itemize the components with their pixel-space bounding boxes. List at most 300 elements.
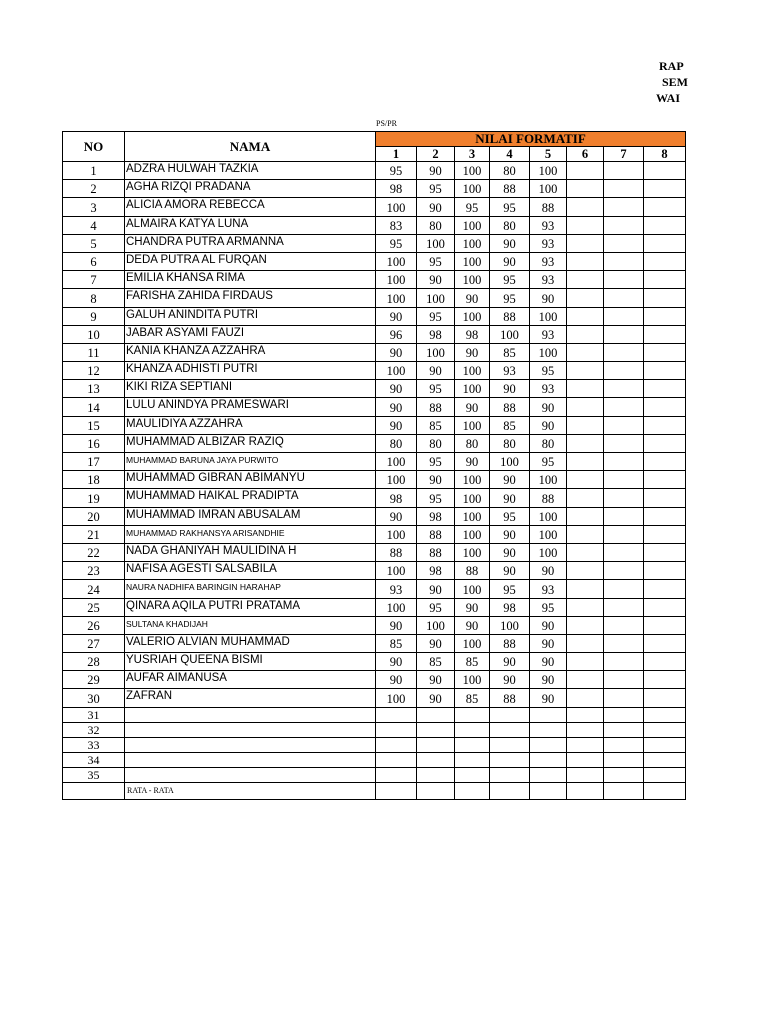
score-cell: 100 [417,289,455,307]
score-cell [567,252,604,270]
score-cell [604,616,644,634]
score-cell: 95 [490,580,530,598]
score-cell [644,380,686,398]
score-cell: 90 [417,162,455,180]
score-cell [604,289,644,307]
score-cell: 93 [530,580,567,598]
header-column-3: 3 [455,147,490,162]
score-cell: 95 [417,489,455,507]
score-cell [567,507,604,525]
student-name: EMILIA KHANSA RIMA [125,271,376,289]
score-cell [604,398,644,416]
score-cell: 93 [530,234,567,252]
empty-cell [125,707,376,722]
empty-cell [125,737,376,752]
row-number: 11 [63,343,125,361]
empty-cell [455,722,490,737]
score-cell: 100 [376,562,417,580]
student-name: MUHAMMAD ALBIZAR RAZIQ [125,434,376,452]
score-cell [567,634,604,652]
row-number: 9 [63,307,125,325]
score-cell [644,434,686,452]
score-cell: 100 [455,671,490,689]
score-cell: 88 [490,398,530,416]
score-cell [604,580,644,598]
table-row [63,271,686,289]
score-cell: 100 [490,453,530,471]
row-number: 8 [63,289,125,307]
table-row [63,325,686,343]
row-number: 19 [63,489,125,507]
score-cell: 85 [490,343,530,361]
score-cell [567,598,604,616]
score-cell: 95 [417,307,455,325]
score-cell: 93 [530,252,567,270]
header-column-5: 5 [530,147,567,162]
student-name: QINARA AQILA PUTRI PRATAMA [125,598,376,616]
row-number: 7 [63,271,125,289]
score-cell: 80 [490,434,530,452]
empty-cell [567,752,604,767]
score-cell: 100 [455,271,490,289]
average-cell [490,782,530,799]
score-cell [604,653,644,671]
empty-cell [567,722,604,737]
score-cell: 90 [530,653,567,671]
score-cell [604,362,644,380]
score-cell: 90 [455,343,490,361]
table-row-empty [63,767,686,782]
score-cell [567,471,604,489]
row-number: 20 [63,507,125,525]
empty-cell [530,767,567,782]
score-cell: 85 [455,653,490,671]
score-cell: 90 [490,671,530,689]
score-cell: 95 [417,180,455,198]
row-number: 30 [63,689,125,707]
score-cell [567,180,604,198]
score-cell: 95 [455,198,490,216]
score-cell [644,471,686,489]
empty-cell [376,722,417,737]
row-number: 1 [63,162,125,180]
table-row [63,234,686,252]
row-number: 10 [63,325,125,343]
header-column-7: 7 [604,147,644,162]
average-cell [530,782,567,799]
score-cell: 100 [530,471,567,489]
score-cell [604,689,644,707]
row-number: 21 [63,525,125,543]
score-cell: 88 [530,489,567,507]
student-name: SULTANA KHADIJAH [125,616,376,634]
score-cell: 90 [530,616,567,634]
score-cell [644,598,686,616]
score-cell: 88 [490,180,530,198]
table-row [63,343,686,361]
score-cell: 100 [376,252,417,270]
header-nama: NAMA [125,132,376,162]
empty-cell [530,707,567,722]
score-cell: 100 [417,234,455,252]
score-cell [567,489,604,507]
score-cell [604,271,644,289]
score-cell: 90 [490,471,530,489]
empty-cell [604,767,644,782]
table-row [63,453,686,471]
student-name: JABAR ASYAMI FAUZI [125,325,376,343]
average-label: RATA - RATA [125,782,376,799]
score-cell: 90 [530,416,567,434]
student-name: ZAFRAN [125,689,376,707]
score-cell: 90 [376,671,417,689]
score-cell: 90 [455,289,490,307]
score-cell [567,216,604,234]
score-cell [567,271,604,289]
score-cell [567,653,604,671]
score-cell: 80 [455,434,490,452]
score-cell [567,162,604,180]
score-cell [644,252,686,270]
score-cell: 98 [455,325,490,343]
score-cell [604,453,644,471]
student-name: CHANDRA PUTRA ARMANNA [125,234,376,252]
score-cell [604,162,644,180]
table-row [63,598,686,616]
score-cell: 100 [455,234,490,252]
score-cell: 100 [490,325,530,343]
score-cell [567,198,604,216]
score-cell: 90 [490,562,530,580]
score-cell: 93 [376,580,417,598]
score-cell [644,489,686,507]
score-cell: 90 [490,234,530,252]
student-name: NADA GHANIYAH MAULIDINA H [125,543,376,561]
table-row [63,525,686,543]
score-cell: 100 [376,453,417,471]
score-cell: 90 [490,380,530,398]
score-cell: 90 [490,489,530,507]
report-title-line1: RAP [659,59,684,73]
score-cell: 90 [376,616,417,634]
table-row [63,507,686,525]
score-cell [644,362,686,380]
score-cell: 90 [417,471,455,489]
score-cell [644,580,686,598]
row-number: 29 [63,671,125,689]
score-cell [567,525,604,543]
score-cell: 90 [530,562,567,580]
average-cell [604,782,644,799]
empty-cell [644,722,686,737]
header-column-1: 1 [376,147,417,162]
score-cell: 90 [376,416,417,434]
score-cell [567,343,604,361]
score-cell [604,543,644,561]
score-cell [644,398,686,416]
student-name: AUFAR AIMANUSA [125,671,376,689]
empty-cell [376,767,417,782]
score-cell: 90 [417,580,455,598]
header-column-8: 8 [644,147,686,162]
score-cell: 80 [530,434,567,452]
score-cell: 93 [530,216,567,234]
empty-cell [604,722,644,737]
score-cell: 93 [530,380,567,398]
score-cell [644,562,686,580]
score-cell: 90 [455,453,490,471]
row-number: 26 [63,616,125,634]
score-cell: 88 [417,543,455,561]
score-cell [567,616,604,634]
student-name: DEDA PUTRA AL FURQAN [125,252,376,270]
score-cell: 90 [530,398,567,416]
score-cell [567,453,604,471]
score-cell: 90 [376,398,417,416]
row-number: 13 [63,380,125,398]
student-name: MUHAMMAD GIBRAN ABIMANYU [125,471,376,489]
score-cell: 85 [490,416,530,434]
student-name: ALICIA AMORA REBECCA [125,198,376,216]
score-cell: 95 [530,453,567,471]
table-row [63,580,686,598]
score-cell [644,343,686,361]
table-row [63,434,686,452]
score-cell: 90 [417,671,455,689]
table-row [63,162,686,180]
score-cell [567,543,604,561]
student-name: ADZRA HULWAH TAZKIA [125,162,376,180]
student-name: FARISHA ZAHIDA FIRDAUS [125,289,376,307]
score-cell: 85 [417,653,455,671]
table-row [63,180,686,198]
score-cell: 85 [455,689,490,707]
table-row [63,489,686,507]
empty-cell [417,752,455,767]
score-cell: 90 [417,362,455,380]
table-row [63,653,686,671]
student-name: MUHAMMAD IMRAN ABUSALAM [125,507,376,525]
empty-cell [530,722,567,737]
score-cell [604,471,644,489]
student-name: KIKI RIZA SEPTIANI [125,380,376,398]
score-cell [567,380,604,398]
score-cell: 100 [530,507,567,525]
table-row [63,543,686,561]
score-cell: 90 [376,343,417,361]
table-row-empty [63,752,686,767]
table-row [63,380,686,398]
table-row [63,198,686,216]
grades-table [62,131,686,800]
score-cell [604,252,644,270]
row-number: 12 [63,362,125,380]
student-name: KHANZA ADHISTI PUTRI [125,362,376,380]
score-cell: 88 [376,543,417,561]
score-cell: 100 [530,307,567,325]
table-row [63,471,686,489]
score-cell: 100 [455,162,490,180]
empty-cell [490,737,530,752]
score-cell: 100 [455,216,490,234]
student-name: KANIA KHANZA AZZAHRA [125,343,376,361]
empty-cell [417,737,455,752]
score-cell: 88 [530,198,567,216]
empty-cell [417,722,455,737]
empty-cell [567,707,604,722]
score-cell: 100 [376,271,417,289]
score-cell: 88 [490,689,530,707]
score-cell [604,562,644,580]
score-cell: 98 [417,562,455,580]
row-number: 25 [63,598,125,616]
empty-cell [417,767,455,782]
score-cell: 90 [376,380,417,398]
empty-cell [455,752,490,767]
average-cell [417,782,455,799]
score-cell: 100 [417,616,455,634]
student-name: ALMAIRA KATYA LUNA [125,216,376,234]
score-cell: 90 [490,653,530,671]
score-cell [644,198,686,216]
score-cell: 100 [530,525,567,543]
row-number: 22 [63,543,125,561]
score-cell: 100 [376,289,417,307]
score-cell: 90 [530,689,567,707]
score-cell [567,434,604,452]
empty-cell [490,707,530,722]
score-cell: 95 [376,234,417,252]
empty-cell [455,707,490,722]
empty-cell [604,707,644,722]
score-cell [644,543,686,561]
score-cell: 90 [490,543,530,561]
score-cell: 95 [417,453,455,471]
score-cell: 100 [455,252,490,270]
table-row [63,216,686,234]
student-name: AGHA RIZQI PRADANA [125,180,376,198]
score-cell: 95 [376,162,417,180]
score-cell [604,234,644,252]
score-cell [567,671,604,689]
score-cell [644,180,686,198]
row-number: 24 [63,580,125,598]
row-number: 31 [63,707,125,722]
score-cell [604,434,644,452]
score-cell: 83 [376,216,417,234]
row-number: 28 [63,653,125,671]
score-cell: 100 [455,543,490,561]
empty-cell [125,752,376,767]
score-cell [644,453,686,471]
score-cell: 93 [490,362,530,380]
score-cell: 90 [530,634,567,652]
score-cell [604,489,644,507]
student-name: MAULIDIYA AZZAHRA [125,416,376,434]
empty-cell [417,707,455,722]
score-cell [604,525,644,543]
score-cell: 80 [490,216,530,234]
score-cell: 95 [530,362,567,380]
table-row [63,689,686,707]
empty-cell [125,722,376,737]
score-cell: 100 [376,598,417,616]
row-number: 35 [63,767,125,782]
header-nilai-formatif: NILAI FORMATIF [376,132,686,147]
score-cell: 85 [376,634,417,652]
score-cell [644,653,686,671]
row-number: 15 [63,416,125,434]
header-column-2: 2 [417,147,455,162]
row-number: 23 [63,562,125,580]
score-cell: 100 [455,634,490,652]
table-row-empty [63,737,686,752]
score-cell [644,689,686,707]
score-cell [567,398,604,416]
score-cell: 100 [455,525,490,543]
score-cell [644,525,686,543]
score-cell: 90 [530,289,567,307]
score-cell: 100 [376,471,417,489]
score-cell [644,307,686,325]
score-cell: 100 [455,180,490,198]
score-cell [567,307,604,325]
score-cell: 100 [455,580,490,598]
score-cell: 95 [490,271,530,289]
score-cell: 88 [490,307,530,325]
score-cell: 90 [490,525,530,543]
row-number: 5 [63,234,125,252]
score-cell [644,671,686,689]
score-cell: 85 [417,416,455,434]
score-cell [604,598,644,616]
score-cell: 95 [490,198,530,216]
score-cell [644,507,686,525]
score-cell [644,616,686,634]
score-cell [604,216,644,234]
score-cell: 96 [376,325,417,343]
score-cell: 98 [417,325,455,343]
table-row-empty [63,707,686,722]
score-cell [644,634,686,652]
score-cell: 93 [530,271,567,289]
score-cell: 95 [417,598,455,616]
score-cell [644,271,686,289]
empty-cell [490,767,530,782]
pspr-label: PS/PR [376,119,397,128]
empty-cell [530,752,567,767]
empty-cell [376,737,417,752]
score-cell: 88 [417,398,455,416]
score-cell [644,325,686,343]
empty-cell [604,737,644,752]
score-cell: 90 [455,398,490,416]
empty-cell [376,707,417,722]
score-cell [604,416,644,434]
score-cell [604,380,644,398]
score-cell: 98 [417,507,455,525]
header-no: NO [63,132,125,162]
score-cell [604,671,644,689]
empty-cell [490,752,530,767]
report-title-line2: SEM [662,75,689,89]
score-cell [604,180,644,198]
header-column-6: 6 [567,147,604,162]
row-number: 6 [63,252,125,270]
table-row [63,634,686,652]
empty-cell [644,752,686,767]
score-cell: 95 [417,252,455,270]
